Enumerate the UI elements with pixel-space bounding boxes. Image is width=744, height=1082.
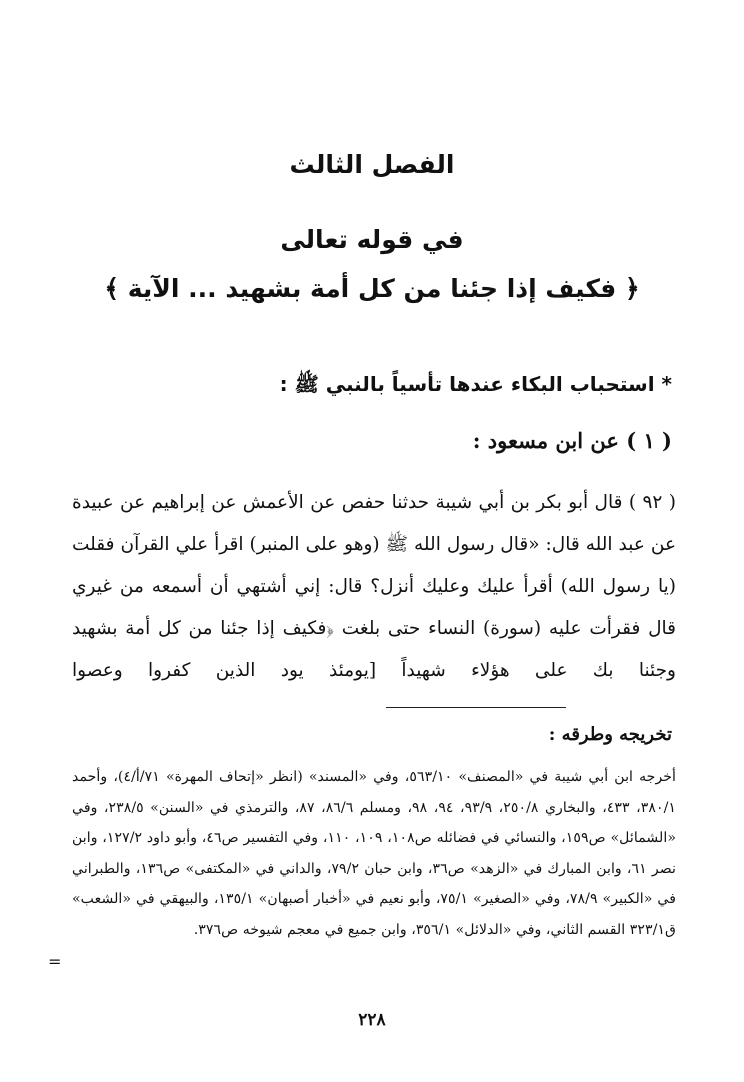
footnote-heading: تخريجه وطرقه : <box>548 724 672 745</box>
footnote-text: أخرجه ابن أبي شيبة في «المصنف» ٥٦٣/١٠، وفي «المسند» (انظر «إتحاف المهرة» ٧١/أ/٤)، وأحمد ٣٨٠/١، ٤٣٣، والبخاري ٢٥٠/٨، ٩٣/٩، ٩٤، ٩٨، ومسلم ٨٦/٦، ٨٧، والترمذي في «السنن» ٢٣٨/٥، وفي «الشمائل» ص١٥٩، والنسائي في فضائله ص١٠٨، ١٠٩، ١١٠، وفي التفسير ص٤٦، وأبو داود ١٢٧/٢، وابن نصر ٦١، وابن المبارك في «الزهد» ص٣٦، وابن حبان ٧٩/٢، والداني في «المكتفى» ص١٣٦، والطبراني في «الكبير» ٧٨/٩، وفي «الصغير» ٧٥/١، وأبو نعيم في «أخبار أصبهان» ١٣٥/١، والبيهقي في «الشعب» ق٣٢٣/١ القسم الثاني، وفي «الدلائل» ٣٥٦/١، وابن جميع في معجم شيوخه ص٣٧٦. <box>72 769 676 938</box>
footnote-divider <box>386 707 566 708</box>
hadith-paragraph: ( ٩٢ ) قال أبو بكر بن أبي شيبة حدثنا حفص عن الأعمش عن إبراهيم عن عبيدة عن عبد الله قال: «قال رسول الله ﷺ (وهو على المنبر) اقرأ علي القرآن فقلت (يا رسول الله) أقرأ عليك وعليك أنزل؟ قال: إني أشتهي أن أسمعه من غيري قال فقرأت عليه (سورة) النساء حتى بلغت ﴿فكيف إذا جئنا من كل أمة بشهيد وجئنا بك على هؤلاء شهيداً [يومئذ يود الذين كفروا وعصوا <box>72 492 676 681</box>
page-number: ٢٢٨ <box>358 1010 386 1030</box>
section-heading: * استحباب البكاء عندها تأسياً بالنبي ﷺ : <box>279 372 672 396</box>
chapter-subtitle-verse: ﴿ فكيف إذا جئنا من كل أمة بشهيد ... الآية ﴾ <box>104 274 640 303</box>
hadith-body <box>72 482 676 692</box>
narrator-subheading: ( ١ ) عن ابن مسعود : <box>472 428 672 453</box>
chapter-subtitle-line-1: في قوله تعالى <box>280 225 464 254</box>
chapter-title: الفصل الثالث <box>289 150 455 179</box>
continuation-marker: = <box>48 952 62 971</box>
